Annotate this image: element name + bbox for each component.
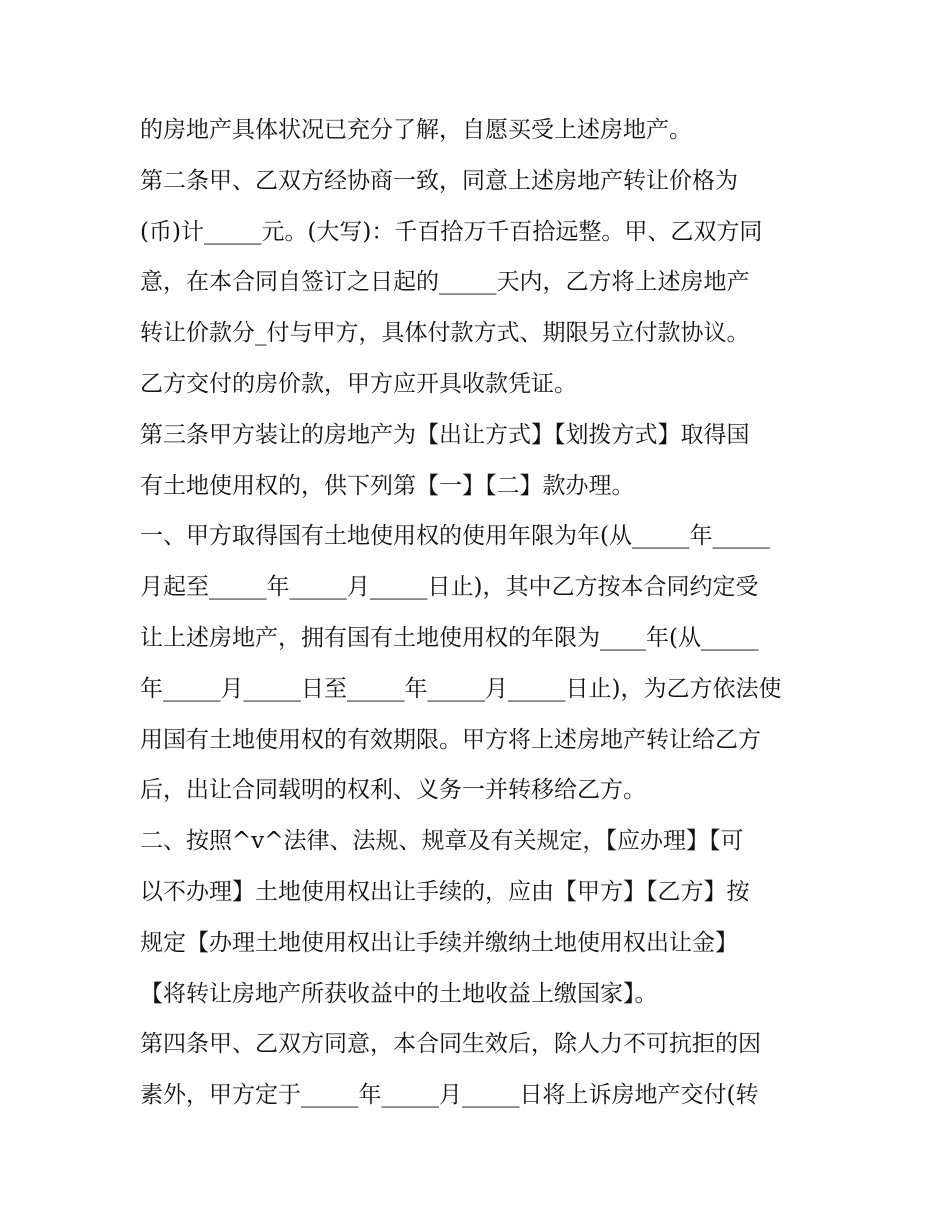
text-line: 规定【办理土地使用权出让手续并缴纳土地使用权出让金】: [140, 929, 738, 956]
text-line: 二、按照^v^法律、法规、规章及有关规定，【应办理】【可: [140, 828, 744, 855]
contract-text: [140, 105, 830, 1121]
text-line: 月起至_____年_____月_____日止)，其中乙方按本合同约定受: [140, 574, 759, 601]
text-line: 年_____月_____日至_____年_____月_____日止)，为乙方依法使: [140, 675, 782, 702]
text-line: 【将转让房地产所获收益中的土地收益上缴国家】。: [140, 980, 658, 1007]
text-line: 素外，甲方定于_____年_____月_____日将上诉房地产交付(转: [140, 1082, 759, 1109]
text-line: 转让价款分_付与甲方，具体付款方式、期限另立付款协议。: [140, 320, 750, 347]
text-line: 让上述房地产，拥有国有土地使用权的年限为____年(从_____: [140, 624, 759, 651]
text-line: (币)计_____元。(大写)：千百拾万千百拾远整。甲、乙双方同: [140, 218, 763, 245]
text-line: 第二条甲、乙双方经协商一致，同意上述房地产转让价格为: [140, 167, 738, 194]
text-line: 第三条甲方装让的房地产为【出让方式】【划拨方式】取得国: [140, 421, 750, 448]
text-line: 第四条甲、乙双方同意，本合同生效后，除人力不可抗拒的因: [140, 1031, 761, 1058]
text-line: 用国有土地使用权的有效期限。甲方将上述房地产转让给乙方: [140, 726, 761, 753]
text-line: 后，出让合同载明的权利、义务一并转移给乙方。: [140, 777, 646, 804]
text-line: 意，在本合同自签订之日起的_____天内，乙方将上述房地产: [140, 269, 750, 296]
text-line: 有土地使用权的，供下列第【一】【二】款办理。: [140, 472, 635, 499]
text-line: 一、甲方取得国有土地使用权的使用年限为年(从_____年_____: [140, 523, 770, 550]
text-line: 的房地产具体状况已充分了解，自愿买受上述房地产。: [140, 117, 692, 143]
text-line: 以不办理】土地使用权出让手续的，应由【甲方】【乙方】按: [140, 878, 750, 905]
text-line: 乙方交付的房价款，甲方应开具收款凭证。: [140, 370, 577, 397]
